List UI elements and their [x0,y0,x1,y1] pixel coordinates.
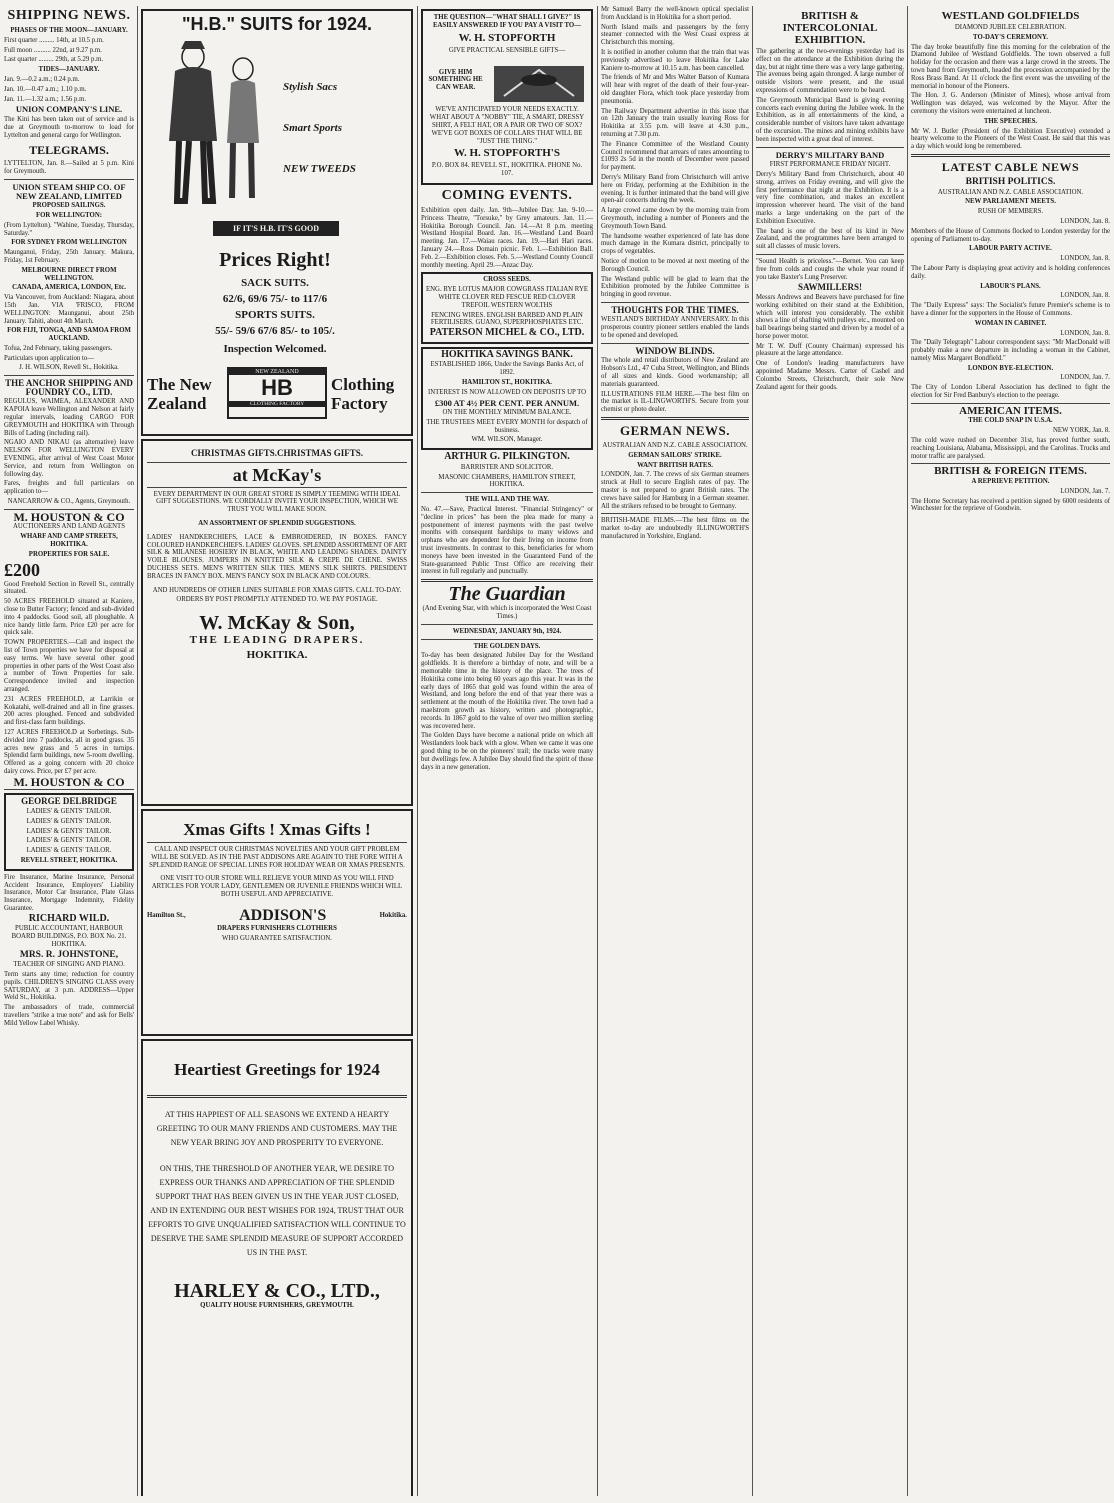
stopforths-name: W. H. STOPFORTH'S [454,147,560,160]
news-paragraph: Notice of motion to be moved at next meeting of the Borough Council. [601,257,749,273]
news-paragraph: The Railway Department advertise in this issue that on 12th January the train usually leaving Ross for Hokitika at 3.55 p.m. will leave at 4.30 p.m., returning at 7.30 p.m. [601,107,749,138]
news-paragraph: The handsome weather experienced of late has done much damage in the Kumara district, principally to crops of vegetables. [601,232,749,256]
american-items-heading: AMERICAN ITEMS. [959,404,1062,417]
mckay-ad [141,439,413,806]
column-guardian [421,6,593,1496]
houston-heading: M. HOUSTON & CO [13,509,125,524]
window-blinds-text: The whole and retail distributors of New Zealand are Hobson's Ltd., 47 Cuba Street, Wellington, and Blinds of all sizes and kinds. Good workmanship; all materials guaranteed. [601,357,749,388]
will-way-text: No. 47.—Save, Practical Interest. "Financial Stringency" or "decline in prices" has been the plea made for many a postponement of interest payments with the past twelve months with consequent hardships to many widows and orphans who are dependent for their living on income from trust investments. In contrast to this, beneficiaries for whom moneys have been invested in the Guaranteed Fund of the State-guaranteed Public Trust Office are receiving their interest in full regularly and punctually. [421,506,593,576]
plans-text: The "Daily Express" says: The Socialist's future Premier's scheme is to have a dinner for the supporters in the House of Commons. [911,302,1110,317]
moon-line: Full moon .......... 22nd, at 9.27 p.m. [4,46,102,54]
speeches-text: Mr W. J. Butler (President of the Exhibition Executive) extended a hearty welcome to the Pioneers of the West Coast. He said that this was a day which would long be remembered. [911,127,1110,151]
leading-drapers: THE LEADING DRAPERS. [189,634,365,647]
rush-heading: RUSH OF MEMBERS. [977,208,1044,216]
delbridge-line: LADIES' & GENTS' TAILOR. [26,807,112,815]
guardian-masthead: The Guardian [448,583,566,606]
hb-suits-ad [141,9,413,436]
dateline: NEW YORK, Jan. 8. [1052,427,1110,435]
parliament-text: Members of the House of Commons flocked to London yesterday for the opening of Parliament to-day. [911,227,1110,243]
give-him: GIVE HIM SOMETHING HE CAN WEAR. [428,68,483,92]
stopforth-ad [421,9,593,185]
cable-association: AUSTRALIAN AND N.Z. CABLE ASSOCIATION. [937,188,1084,196]
column-rule [137,6,138,1496]
news-paragraph: The friends of Mr and Mrs Walter Batson of Kumara will hear with regret of the death of their four-year-old daughter Flora, which took place yesterday from pneumonia. [601,74,749,105]
bank-manager: WM. WILSON, Manager. [471,436,543,444]
wild-heading: RICHARD WILD. [28,912,110,924]
hat-shirt-illustration [489,56,588,106]
column-cables [911,6,1110,1496]
first-performance: FIRST PERFORMANCE FRIDAY NIGHT. [769,161,891,169]
hundreds-text: AND HUNDREDS OF OTHER LINES SUITABLE FOR XMAS GIFTS. CALL TO-DAY. [152,586,402,594]
moon-heading: PHASES OF THE MOON—JANUARY. [10,27,128,34]
hb-title: "H.B." SUITS for 1924. [181,14,373,34]
greetings-text: AT THIS HAPPIEST OF ALL SEASONS WE EXTEND A HEARTY GREETING TO OUR MANY FRIENDS AND CUSTOMERS. MAY THE NEW YEAR BRING JOY AND PROSPERITY TO EVERYONE. [156,1110,398,1147]
paterson-name: PATERSON MICHEL & CO., LTD. [429,327,585,339]
ceremony-text: The day broke beautifully fine this morning for the celebration of the Diamond Jubilee of Westland Goldfields. The town observed a full holiday for the occasion and there was a large crowd in the streets. The town band from Greymouth, headed the procession accompanied by the Ross Brass Band. At 11 o'clock the first event was the unveiling of the memorial in honour of the Pioneers. [911,43,1110,90]
guardian-date: WEDNESDAY, JANUARY 9th, 1924. [452,627,562,635]
union-heading: UNION COMPANY'S LINE. [15,104,123,115]
news-paragraph: Derry's Military Band from Christchurch will arrive here on Friday, performing at the Exhibition in the evening. It is further intimated that the band will give open-air concerts during the week. [601,173,749,205]
illustrations-text: ILLUSTRATIONS FILM HERE.—The best film on the market is IL-LINGWORTH'S. Secure from your chemist or photo dealer. [601,390,749,414]
pilkington-address: MASONIC CHAMBERS, HAMILTON STREET, HOKITIKA. [438,473,576,489]
acres50-text: 50 ACRES FREEHOLD situated at Kaniere, close to Butter Factory; fenced and sub-divided into 4 paddocks. Good soil, all ploughable. A nice handy little farm. Price £20 per acre for quick sale. [4,598,134,637]
british-rates-heading: WANT BRITISH RATES. [637,461,713,469]
savings-bank-ad [421,347,593,451]
sound-health: "Sound Health is priceless."—Bernet. You can keep free from colds and coughs the whole year round if you take Baxter's Lung Preserver. [756,257,904,281]
mckay-intro: EVERY DEPARTMENT IN OUR GREAT STORE IS SIMPLY TEEMING WITH IDEAL GIFT SUGGESTIONS. WE CORDIALLY INVITE YOUR INSPECTION, WHICH WE TRUST YOU WILL MAKE SOON. [153,490,401,514]
golden-days-more: The Golden Days have become a national pride on which all Westlanders look back with a glow. When we came it was one good thing to be on the pioneers' trail; the tracks were many but dwellings few. A Jubilee Day should find the spirit of those days in a new generation. [421,732,593,771]
stopforth-sub: GIVE PRACTICAL SENSIBLE GIFTS— [448,46,566,54]
exhibition-text: The gathering at the two-evenings yesterday had its effect on the attendance at the Exhibition during the day, but at night time there was a very large gathering. The avenues being again thronged. A large number of outside visitors were present, and the usual expressions of commendation were to be heard. [756,48,904,94]
addisons-hokitika: Hokitika. [379,911,407,919]
paterson-ad [421,272,593,343]
greetings-heading: Heartiest Greetings for 1924 [174,1060,380,1079]
news-intro: Mr Samuel Barry the well-known optical specialist from Auckland is in Hokitika for a short period. [601,6,749,21]
bank-monthly: ON THE MONTHLY MINIMUM BALANCE. [442,409,572,417]
sydney-heading: FOR SYDNEY FROM WELLINGTON [11,239,127,247]
woman-cabinet-heading: WOMAN IN CABINET. [974,319,1047,327]
harley-ad [141,1039,413,1496]
cold-snap-heading: THE COLD SNAP IN U.S.A. [968,417,1053,425]
delbridge-line: LADIES' & GENTS' TAILOR. [26,817,112,825]
foreign-items-heading: BRITISH & FOREIGN ITEMS. [934,465,1087,478]
stopforth-question: THE QUESTION—"WHAT SHALL I GIVE?" IS EASILY ANSWERED IF YOU PAY A VISIT TO— [432,14,581,29]
particulars: Particulars upon application to— [4,354,95,362]
addisons-satisfaction: WHO GUARANTEE SATISFACTION. [222,934,332,942]
bank-trustees: THE TRUSTEES MEET EVERY MONTH for despatch of business. [426,418,588,434]
dateline: LONDON, Jan. 8. [1060,217,1110,225]
mckay-hokitika: HOKITIKA. [246,649,308,662]
sawmillers-text: Messrs Andrews and Beavers have purchased for fine working exhibited on their stand at the Exhibition, which will interest you considerably. The exhibit shows a line of shafting with pulleys etc., mounted on ball bearings being started and driven by a model of a horse power motor. [756,293,904,340]
melbourne-heading: MELBOURNE DIRECT FROM WELLINGTON. [21,266,117,282]
column-exhibition [756,6,904,1496]
strike-heading: GERMAN SAILORS' STRIKE. [628,451,722,459]
orders-text: ORDERS BY POST PROMPTLY ATTENDED TO. WE PAY POSTAGE. [176,596,378,604]
news-paragraph: It is notified in another column that the train that was previously advertised to leave Hokitika for Lake Kaniere to-morrow at 10.15 a.m. has been cancelled. [601,48,749,72]
labour-heading: LABOUR PARTY ACTIVE. [969,245,1052,253]
greetings-more: ON THIS, THE THRESHOLD OF ANOTHER YEAR, WE DESIRE TO EXPRESS OUR THANKS AND APPRECIATION OF THE SPLENDID SUPPORT THAT HAS BEEN GIVEN US IN THE YEAR JUST CLOSED, AND IN EXTENDING OUR BEST WISHES FOR 1924, TRUST THAT OUR EFFORTS TO GIVE UNQUALIFIED SATISFACTION WILL CONTINUE TO DESERVE THE SAME SPLENDID MEASURE OF SUPPORT ACCORDED US IN THE PAST. [148,1164,406,1257]
cable-news-heading: LATEST CABLE NEWS [941,159,1080,174]
clothing-factory-banner: CLOTHING FACTORY [229,401,325,407]
news-paragraph: A large crowd came down by the morning train from Greymouth, including a number of Pioneers and the Greymouth Town Band. [601,207,749,230]
prices-right: Prices Right! [219,249,331,271]
bank-heading: HOKITIKA SAVINGS BANK. [441,348,573,360]
delbridge-line: LADIES' & GENTS' TAILOR. [26,837,112,845]
stopforth-name: W. H. STOPFORTH [458,31,556,44]
coming-events-heading: COMING EVENTS. [441,187,573,203]
column-news [601,6,749,1496]
its-good-banner: IF IT'S H.B. IT'S GOOD [213,221,339,236]
will-way-heading: THE WILL AND THE WAY. [465,496,549,504]
addisons-ad [141,809,413,1036]
column-rule [597,6,598,1496]
hamilton-st: Hamilton St., [147,911,186,919]
sawmillers-heading: SAWMILLERS! [797,282,862,293]
union-text: The Kini has been taken out of service and is due at Greymouth to-morrow to load for Lyttelton and general cargo for Wellington. [4,115,134,139]
johnstone-text: TEACHER OF SINGING AND PIANO. [13,961,125,969]
news-paragraph: North Island mails and passengers by the ferry steamer connected with the West Coast express at Christchurch this morning. [601,23,749,47]
derry-text: Derry's Military Band from Christchurch, about 40 strong, arrives on Friday evening, and will give the first performance that night at the Exhibition. It is a very fine combination, and makes an excellent impression wherever heard. The visit of the band marks a large undertaking on the part of the Exhibition Executive. [756,170,904,225]
assortment-heading: AN ASSORTMENT OF SPLENDID SUGGESTIONS. [198,519,356,527]
telegrams-heading: TELEGRAMS. [29,143,109,158]
houston-heading-2: M. HOUSTON & CO [13,774,125,789]
tides-line: Jan. 9.—0.2 a.m.; 0.24 p.m. [4,75,80,83]
cold-snap-text: The cold wave rushed on December 31st, has proved further south, reaching Louisiana, Alabama, Mississippi, and the Carolinas. Trucks and motor traffic are paralysed. [911,437,1110,460]
johnstone-more: Term starts any time; reduction for country pupils. CHILDREN'S SINGING CLASS every SATURDAY, at 3 p.m. ADDRESS—Upper Weld St., Hokitika. [4,971,134,1002]
british-politics-heading: BRITISH POLITICS. [965,176,1056,187]
guardian-sub: (And Evening Star, with which is incorporated the West Coast Times.) [422,605,592,621]
bank-rate: £300 AT 4½ PER CENT. PER ANNUM. [434,397,580,408]
coming-events-text: Exhibition open daily. Jan. 9th—Jubilee Day. Jan. 9-10.—Princess Theatre, "Torsuke," by Grey amateurs. Jan. 11.—Hokitika Borough Council. Jan. 14.—At 8 p.m. meeting Westland Hospital Board. Jan. 16.—Westland Land Board meeting. Jan. 17.—Waiau races. Jan. 19.—Hari Hari races. January 24.—Ross Domain picnic. Feb. 1.—Exhibition Ball. Feb. 2.—Exhibition closes. Feb. 5.—Westland County Council monthly meeting. April 29.—Anzac Day. [421,206,593,269]
dateline: LONDON, Jan. 8. [1060,255,1110,263]
dateline: LONDON, Jan. 8. [1060,292,1110,300]
addisons-text: CALL AND INSPECT OUR CHRISTMAS NOVELTIES AND YOUR GIFT PROBLEM WILL BE SOLVED. AS IN THE PAST ADDISONS ARE AGAIN TO THE FORE WITH A SPLENDID RANGE OF SPECIAL LINES FOR HOLIDAY WEAR OR XMAS PRESENTS. [149,846,405,869]
pilkington-sub: BARRISTER AND SOLICITOR. [460,463,554,471]
mckay-list: LADIES' HANDKERCHIEFS, LACE & EMBROIDERED, IN BOXES. FANCY COLOURED HANDKERCHIEFS. LADIES' GLOVES. SPLENDID ASSORTMENT OF ART SILK & MILANESE HOSIERY IN BLACK, WHITE AND LEADING SHADES. DAINTY VOILE BLOUSES. JUMPERS IN KNITTED SILK & CREPE DE CHENE. SWISS DUCHESS SETS. MEN'S WRITTEN SILK TIES. MEN'S SILK SHIRTS. PRESIDENT BRACES IN FANCY BOX. MEN'S FANCY SOX IN BLACK AND COLOURS. [147,533,407,580]
woman-text: The "Daily Telegraph" Labour correspondent says: "Mr MacDonald will probably make a new departure in including a woman in the Cabinet, namely Miss Margaret Bondfield." [911,339,1110,362]
fiji-heading: FOR FIJI, TONGA, AND SAMOA FROM AUCKLAND. [7,327,131,343]
delbridge-line: LADIES' & GENTS' TAILOR. [26,827,112,835]
hb-line: Smart Sports [283,122,342,134]
addisons-sub: DRAPERS FURNISHERS CLOTHIERS [217,924,337,932]
london-firm-text: One of London's leading manufacturers have appointed Madame Messrs. Carter of Cashel and Colombo Streets, Christchurch, their sole New Zealand agent for their goods. [756,360,904,391]
news-paragraph: The Finance Committee of the Westland County Council recommend that arrears of rates amounting to £1093 2s 5d in the month of December were passed for payment. [601,140,749,172]
properties-heading: PROPERTIES FOR SALE. [28,550,110,558]
sack-prices: 62/6, 69/6 75/- to 117/6 [222,293,328,305]
strike-text: LONDON, Jan. 7. The crews of six German steamers struck at Hull to secure English rates of pay. The master is not prepared to grant British rates. The crews have sailed for Hamburg in a German steamer. All the strikers refused to be brought to Germany. [601,471,749,510]
bye-election-text: The City of London Liberal Association has declined to fight the election for Sir Fred Banbury's election to the peerage. [911,384,1110,400]
price-200: £200 [4,559,40,580]
column-shipping [4,6,134,1496]
xmas-gifts-heading: Xmas Gifts ! Xmas Gifts ! [183,820,371,839]
labours-plans-heading: LABOUR'S PLANS. [980,282,1041,290]
tides-line: Jan. 10.—0.47 a.m.; 1.10 p.m. [4,85,87,93]
mckay-son: W. McKay & Son, [199,612,355,635]
fencing-text: FENCING WIRES. ENGLISH BARBED AND PLAIN FERTILISERS. GUANO, SUPERPHOSPHATES ETC. [430,311,584,327]
stopforth-address: P.O. BOX 84. REVELL ST., HOKITIKA. PHONE No. 107. [431,162,583,178]
golden-days-text: To-day has been designated Jubilee Day for the Westland goldfields. It is therefore a birthday of note, and will be a memorable time in the history of the place. The trees of Hokitika come into being 60 years ago this year. It was in the early days of 1865 that gold was found within the area of Westland, and long before the end of that year there was a settlement at the mouth of the Hokitika river. The town had a maelstrom growth as history, written and photographic, records. In 1867 gold to the value of over two million sterling was recovered here. [421,652,593,730]
speeches-heading: THE SPEECHES. [983,117,1038,125]
moon-line: Last quarter ......... 29th, at 5.29 p.m. [4,56,104,64]
town-text: TOWN PROPERTIES.—Call and inspect the list of Town properties we have for disposal at easy terms. We have several other good properties in other parts of the West Coast also a number of Town Properties for sale. Correspondence invited and inspection arranged. [4,639,134,693]
wilson-agent: J. H. WILSON, Revell St., Hokitika. [19,364,119,372]
dateline: LONDON, Jan. 8. [1060,329,1110,337]
golden-days-heading: THE GOLDEN DAYS. [473,642,541,650]
houston-sub: AUCTIONEERS AND LAND AGENTS [13,523,125,531]
clothing-factory-text: Clothing Factory [331,375,395,413]
sydney-text: Maunganui, Friday, 25th January. Makura, Friday, 1st February. [4,249,134,264]
duff-text: Mr T. W. Duff (County Chairman) expressed his pleasure at the large attendance. [756,342,904,358]
acres231-text: 231 ACRES FREEHOLD, at Larrikin or Kokatahi, well-drained and all in fine grasses. 200 acres ploughed. Fenced and subdivided and first-class farm buildings. [4,695,134,727]
labour-text: The Labour Party is displaying great activity and is holding conferences daily. [911,264,1110,280]
inspection-welcomed: Inspection Welcomed. [223,343,327,355]
addisons-more: ONE VISIT TO OUR STORE WILL RELIEVE YOUR MIND AS YOU WILL FIND ARTICLES FOR YOUR LADY, GENTLEMEN OR JUVENILE FRIENDS WHICH WILL BOTH USEFUL AND APPRECIATIVE. [151,875,403,898]
hb-logo [227,367,327,419]
sack-suits-heading: SACK SUITS. [241,277,309,289]
addisons-name: ADDISON'S [239,906,327,924]
ambassadors-text: The ambassadors of trade, commercial travellers "strike a true note" and ask for Bells' Mild Yellow Label Whisky. [4,1004,134,1027]
tides-line: Jan. 11.—1.32 a.m.; 1.56 p.m. [4,95,87,103]
delbridge-line: LADIES' & GENTS' TAILOR. [26,847,112,855]
bank-interest: INTEREST IS NOW ALLOWED ON DEPOSITS UP TO [427,388,587,396]
diamond-jubilee: DIAMOND JUBILEE CELEBRATION. [954,24,1067,31]
fiji-text: Tofua, 2nd February, taking passengers. [4,344,113,352]
westland-heading: WESTLAND GOLDFIELDS [941,10,1080,22]
bank-address: HAMILTON ST., HOKITIKA. [462,378,552,386]
nz-banner: NEW ZEALAND [229,369,325,375]
exhibition-heading: BRITISH & INTERCOLONIAL EXHIBITION. [782,10,878,46]
for-wellington: FOR WELLINGTON: [35,211,103,219]
cross-seeds-heading: CROSS SEEDS. [483,276,531,284]
bye-election-heading: LONDON BYE-ELECTION. [967,364,1054,372]
union-steam-heading: UNION STEAM SHIP CO. OF NEW ZEALAND, LIMITED [12,181,126,201]
shipping-heading: SHIPPING NEWS. [7,8,131,23]
delbridge-heading: GEORGE DELBRIDGE [21,796,117,807]
telegrams-text: LYTTELTON, Jan. 8.—Sailed at 5 p.m. Kini for Greymouth. [4,160,134,176]
stopforth-text: WE'VE ANTICIPATED YOUR NEEDS EXACTLY. WHAT ABOUT A "NOBBY" TIE, A SMART, DRESSY SHIRT, A FELT HAT, OR A PAIR OR TWO OF SOX? WE'VE GOT BOXES OF COLLARS THAT WILL BE "JUST THE THING." [429,106,585,145]
pilkington-name: ARTHUR G. PILKINGTON. [444,451,570,463]
bank-established: ESTABLISHED 1866, Under the Savings Banks Act, of 1892. [430,361,584,377]
window-blinds-heading: WINDOW BLINDS. [635,345,715,356]
p200-text: Good Freehold Section in Revell St., centrally situated. [4,580,134,596]
thoughts-text: WESTLAND'S BIRTHDAY ANNIVERSARY. In this prosperous country pioneer settlers enabled the lands to be opened and developed. [601,316,749,340]
anchor-text: REGULUS, WAIMEA, ALEXANDER AND KAPOIA leave Wellington and Nelson at fairly regular intervals, loading CARGO FOR GREYMOUTH and HOKITIKA with Through Bills of Lading (including rail). [4,398,134,437]
johnstone-heading: MRS. R. JOHNSTONE, [19,949,119,960]
hb-line: NEW TWEEDS [283,163,356,175]
proposed-sailings: PROPOSED SAILINGS. [32,202,106,210]
reprieve-text: The Home Secretary has received a petition signed by 6000 residents of Winchester for the reprieve of Goodwin. [911,497,1110,513]
fares-text: Fares, freights and full particulars on application to— [4,480,134,496]
xmas-gifts-title: CHRISTMAS GIFTS.CHRISTMAS GIFTS. [190,448,364,458]
wellington-text: (From Lyttelton). "Wahine, Tuesday, Thursday, Saturday." [4,221,134,237]
news-paragraph: The Westland public will be glad to learn that the Exhibition promoted by the Jubilee Committee is bringing in good revenue. [601,275,749,299]
canada-heading: CANADA, AMERICA, LONDON, Etc. [12,284,126,292]
parliament-heading: NEW PARLIAMENT MEETS. [965,198,1056,206]
ceremony-more: The Hon. J. G. Anderson (Minister of Mines), whose arrival from Wellington was delayed, was welcomed by the Mayor. After the ceremony the visitors were entertained at luncheon. [911,92,1110,115]
reprieve-heading: A REPRIEVE PETITION. [971,478,1050,486]
nancarrow-agent: NANCARROW & CO., Agents, Greymouth. [7,498,131,506]
canada-text: Via Vancouver, from Auckland: Niagara, about 15th Jan. VIA 'FRISCO, FROM WELLINGTON: Maunganui, about 25th January. Tahiti, about 4th March. [4,294,134,325]
sports-suits-heading: SPORTS SUITS. [235,309,315,321]
acres127-text: 127 ACRES FREEHOLD at Sorbetings. Sub-divided into 7 paddocks, all in good grass. 35 acres new grass and 5 acres in turnips. Splendid farm buildings, new 5-room dwelling. Offered as a going concern with 20 choice dairy cows. Price, per £7 per acre. [4,728,134,775]
column-rule [907,6,908,1496]
column-ads [141,6,413,1496]
thoughts-heading: THOUGHTS FOR THE TIMES. [611,304,739,315]
delbridge-address: REVELL STREET, HOKITIKA. [20,856,118,864]
insurance-text: Fire Insurance, Marine Insurance, Personal Accident Insurance, Employers' Liability Insurance, Motor Car Insurance, Plate Glass Insurance, Mortgage Indemnity, Fidelity Guarantee. [4,873,134,912]
exhibition-more: The Greymouth Municipal Band is giving evening concerts each evening during the Jubilee week. In the Exhibition, as in all entertainments of the kind, a considerable number of visitors have taken advantage of the excursion. The mines and mining exhibits have been inspected with a great deal of interest. [756,96,904,143]
new-zealand-text: The New Zealand [147,375,212,413]
tides-heading: TIDES—JANUARY. [38,66,100,74]
column-rule [752,6,753,1496]
dateline: LONDON, Jan. 7. [1060,487,1110,495]
todays-ceremony: TO-DAY'S CEREMONY. [973,33,1048,41]
hb-logo-letters: HB [261,375,293,400]
hb-line: Stylish Sacs [283,81,338,93]
ngaio-text: NGAIO AND NIKAU (as alternative) leave NELSON FOR WELLINGTON EVERY EVENING, after arrival of West Coast Motor Service, and return from Wellington on following day. [4,439,134,478]
wild-text: PUBLIC ACCOUNTANT, HARBOUR BOARD BUILDINGS, P.O. BOX No. 21. HOKITIKA. [11,925,127,948]
derry-more: The band is one of the best of its kind in New Zealand, and the programmes have been arranged to suit all classes of music lovers. [756,227,904,251]
seeds-list: ENG. RYE LOTUS MAJOR COWGRASS ITALIAN RYE WHITE CLOVER RED FESCUE RED CLOVER TREFOIL WESTERN WOLTHS [425,286,589,309]
men-figures-illustration [153,39,273,214]
houston-address: WHARF AND CAMP STREETS, HOKITIKA. [20,533,118,549]
delbridge-ad [4,793,134,870]
films-text: BRITISH-MADE FILMS.—The best films on the market to-day are undoubtedly ILLINGWORTH'S manufactured in Yorkshire, England. [601,517,749,541]
german-cable: AUSTRALIAN AND N.Z. CABLE ASSOCIATION. [602,442,748,450]
column-rule [417,6,418,1496]
sports-prices: 55/- 59/6 67/6 85/- to 105/. [215,325,335,337]
moon-line: First quarter ......... 14th, at 10.5 p.m. [4,36,104,44]
mckay-at: at McKay's [232,464,322,485]
harley-name: HARLEY & CO., LTD., [174,1280,380,1302]
dateline: LONDON, Jan. 7. [1060,374,1110,382]
german-news-heading: GERMAN NEWS. [619,423,730,439]
harley-sub: QUALITY HOUSE FURNISHERS, GREYMOUTH. [200,1302,354,1309]
derry-band-heading: DERRY'S MILITARY BAND [775,149,885,160]
anchor-heading: THE ANCHOR SHIPPING AND FOUNDRY CO., LTD. [5,378,133,397]
